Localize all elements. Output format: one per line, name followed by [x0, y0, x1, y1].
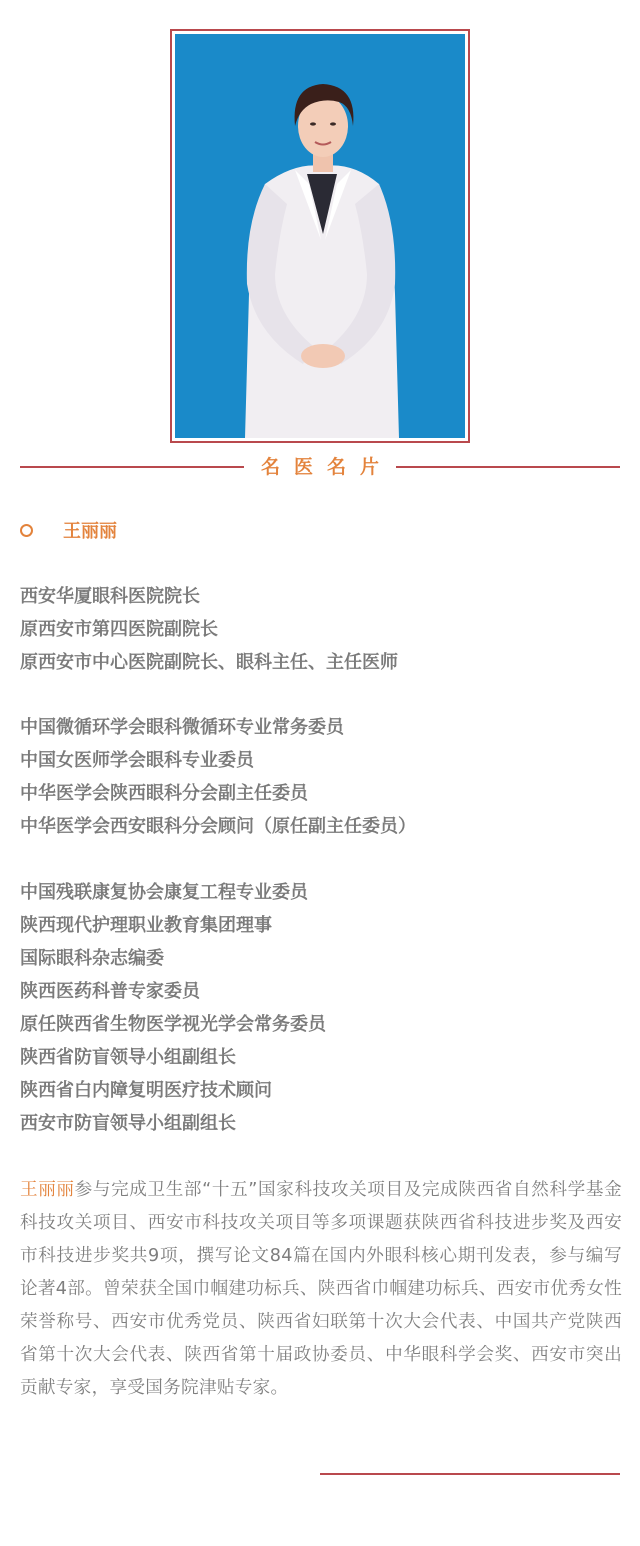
role-line: 陕西省防盲领导小组副组长: [20, 1047, 236, 1068]
circle-bullet-icon: [20, 524, 33, 537]
bio-paragraph: [20, 1174, 622, 1405]
section-divider: [20, 455, 620, 479]
roles-group-1: [20, 580, 620, 679]
doctor-portrait-image: [175, 34, 465, 438]
bio-text: 参与完成卫生部“十五”国家科技攻关项目及完成陕西省自然科学基金科技攻关项目、西安市科技攻关项目等多项课题获陕西省科技进步奖及西安市科技进步奖共9项，撰写论文84篇在国内外眼科核心期刊发表，参与编写论著4部。曾荣获全国巾帼建功标兵、陕西省巾帼建功标兵、西安市优秀女性荣誉称号、西安市优秀党员、陕西省妇联第十次大会代表、中国共产党陕西省第十次大会代表、陕西省第十届政协委员、中华眼科学会奖、西安市突出贡献专家，享受国务院津贴专家。: [20, 1180, 622, 1398]
divider-line-right: [396, 466, 620, 468]
role-line: 中国残联康复协会康复工程专业委员: [20, 882, 308, 903]
role-line: 陕西医药科普专家委员: [20, 981, 200, 1002]
role-line: 陕西省白内障复明医疗技术顾问: [20, 1080, 272, 1101]
role-line: 中华医学会西安眼科分会顾问（原任副主任委员）: [20, 816, 416, 837]
doctor-photo: [175, 34, 465, 438]
role-line: 中华医学会陕西眼科分会副主任委员: [20, 783, 308, 804]
end-divider-line: [320, 1473, 620, 1475]
role-line: 国际眼科杂志编委: [20, 948, 164, 969]
doctor-name-row: [20, 516, 117, 544]
roles-group-2: [20, 711, 620, 843]
section-title: 名医名片: [260, 456, 393, 478]
role-line: 中国微循环学会眼科微循环专业常务委员: [20, 717, 344, 738]
role-line: 西安市防盲领导小组副组长: [20, 1113, 236, 1134]
roles-group-3: [20, 876, 620, 1140]
role-line: 陕西现代护理职业教育集团理事: [20, 915, 272, 936]
role-line: 原西安市中心医院副院长、眼科主任、主任医师: [20, 652, 398, 673]
doctor-name: 王丽丽: [63, 521, 117, 542]
doctor-photo-frame: [170, 29, 470, 443]
role-line: 西安华厦眼科医院院长: [20, 586, 200, 607]
role-line: 原任陕西省生物医学视光学会常务委员: [20, 1014, 326, 1035]
divider-line-left: [20, 466, 244, 468]
role-line: 中国女医师学会眼科专业委员: [20, 750, 254, 771]
role-line: 原西安市第四医院副院长: [20, 619, 218, 640]
bio-name-highlight: 王丽丽: [20, 1180, 75, 1200]
